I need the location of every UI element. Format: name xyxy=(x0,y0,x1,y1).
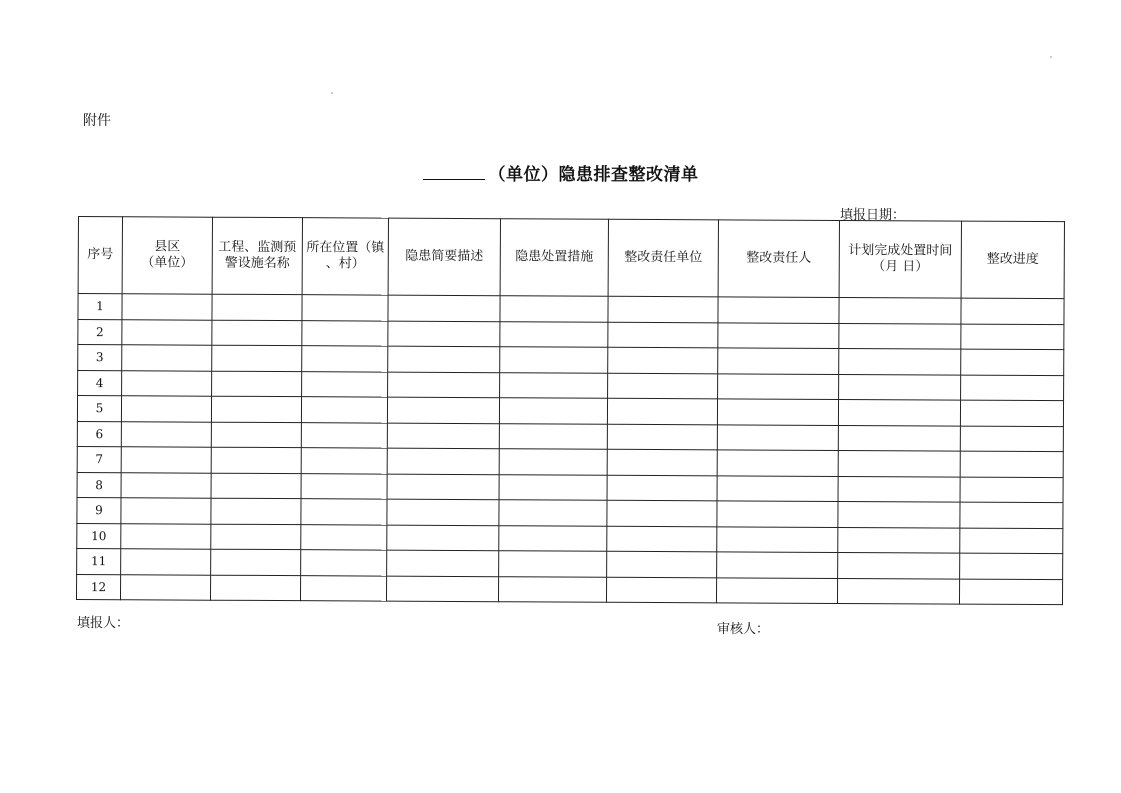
blank-entry-cell[interactable] xyxy=(960,477,1063,503)
blank-entry-cell[interactable] xyxy=(211,396,301,422)
blank-entry-cell[interactable] xyxy=(500,296,608,322)
blank-entry-cell[interactable] xyxy=(300,575,386,601)
blank-entry-cell[interactable] xyxy=(838,450,960,476)
table-row xyxy=(76,574,1062,605)
row-number-cell: 10 xyxy=(77,523,121,549)
blank-entry-cell[interactable] xyxy=(960,528,1063,554)
blank-entry-cell[interactable] xyxy=(717,526,838,552)
scan-speck xyxy=(331,92,333,94)
column-header xyxy=(608,219,718,297)
column-header xyxy=(839,220,961,298)
blank-entry-cell[interactable] xyxy=(211,549,301,575)
blank-entry-cell[interactable] xyxy=(718,297,839,323)
blank-entry-cell[interactable] xyxy=(301,448,387,474)
blank-entry-cell[interactable] xyxy=(388,295,500,321)
blank-entry-cell[interactable] xyxy=(838,527,960,553)
blank-entry-cell[interactable] xyxy=(121,523,211,549)
blank-entry-cell[interactable] xyxy=(212,294,302,320)
blank-entry-cell[interactable] xyxy=(608,347,718,373)
blank-entry-cell[interactable] xyxy=(960,400,1063,426)
blank-entry-cell[interactable] xyxy=(122,319,212,345)
blank-entry-cell[interactable] xyxy=(838,501,960,527)
blank-entry-cell[interactable] xyxy=(499,525,607,551)
blank-entry-cell[interactable] xyxy=(302,295,388,321)
blank-entry-cell[interactable] xyxy=(210,575,300,601)
blank-entry-cell[interactable] xyxy=(387,550,499,576)
hazard-rectification-table xyxy=(76,216,1065,605)
blank-entry-cell[interactable] xyxy=(387,474,499,500)
column-header xyxy=(718,220,839,298)
blank-entry-cell[interactable] xyxy=(959,579,1062,605)
blank-entry-cell[interactable] xyxy=(499,398,607,424)
blank-entry-cell[interactable] xyxy=(388,321,500,347)
blank-entry-cell[interactable] xyxy=(386,576,498,602)
blank-entry-cell[interactable] xyxy=(500,321,608,347)
blank-entry-cell[interactable] xyxy=(607,475,717,501)
blank-entry-cell[interactable] xyxy=(839,374,961,400)
blank-entry-cell[interactable] xyxy=(498,576,606,602)
blank-entry-cell[interactable] xyxy=(718,348,839,374)
unit-name-blank[interactable] xyxy=(423,165,485,180)
blank-entry-cell[interactable] xyxy=(717,399,838,425)
row-number-cell: 1 xyxy=(78,294,122,320)
blank-entry-cell[interactable] xyxy=(121,396,211,422)
blank-entry-cell[interactable] xyxy=(211,473,301,499)
blank-entry-cell[interactable] xyxy=(718,322,839,348)
column-header xyxy=(212,217,302,294)
blank-entry-cell[interactable] xyxy=(212,320,302,346)
filler-label: 填报人： xyxy=(77,616,130,631)
blank-entry-cell[interactable] xyxy=(607,424,717,450)
blank-entry-cell[interactable] xyxy=(608,373,718,399)
blank-entry-cell[interactable] xyxy=(387,525,499,551)
blank-entry-cell[interactable] xyxy=(606,577,716,603)
row-number-cell: 5 xyxy=(77,396,121,422)
column-header-line1: 隐患简要描述 xyxy=(405,248,484,265)
blank-entry-cell[interactable] xyxy=(122,370,212,396)
row-number-cell: 11 xyxy=(77,548,121,574)
blank-entry-cell[interactable] xyxy=(960,553,1063,579)
blank-entry-cell[interactable] xyxy=(499,474,607,500)
blank-entry-cell[interactable] xyxy=(301,397,387,423)
blank-entry-cell[interactable] xyxy=(387,499,499,525)
blank-entry-cell[interactable] xyxy=(500,372,608,398)
column-header-line1: 计划完成处置时间 xyxy=(848,243,953,259)
column-header-line2: （月 日） xyxy=(872,259,929,275)
blank-entry-cell[interactable] xyxy=(960,502,1063,528)
row-number-cell: 4 xyxy=(78,370,122,396)
row-number-cell: 7 xyxy=(77,446,121,472)
blank-entry-cell[interactable] xyxy=(839,323,961,349)
blank-entry-cell[interactable] xyxy=(607,449,717,475)
blank-entry-cell[interactable] xyxy=(838,399,960,425)
column-header-line1: 序号 xyxy=(87,247,114,263)
blank-entry-cell[interactable] xyxy=(837,578,959,604)
blank-entry-cell[interactable] xyxy=(607,551,717,577)
blank-entry-cell[interactable] xyxy=(839,348,961,374)
reviewer-label: 审核人： xyxy=(717,622,770,637)
blank-entry-cell[interactable] xyxy=(211,524,301,550)
column-header xyxy=(500,219,608,297)
blank-entry-cell[interactable] xyxy=(121,498,211,524)
row-number-cell: 3 xyxy=(78,345,122,371)
blank-entry-cell[interactable] xyxy=(717,450,838,476)
attachment-label: 附件 xyxy=(83,113,111,129)
blank-entry-cell[interactable] xyxy=(718,373,839,399)
blank-entry-cell[interactable] xyxy=(607,526,717,552)
blank-entry-cell[interactable] xyxy=(500,347,608,373)
column-header-line1: 整改责任单位 xyxy=(624,249,703,266)
blank-entry-cell[interactable] xyxy=(121,472,211,498)
column-header xyxy=(961,221,1064,299)
blank-entry-cell[interactable] xyxy=(960,426,1063,452)
column-header-line1: 工程、监测预 xyxy=(218,239,297,256)
blank-entry-cell[interactable] xyxy=(388,346,500,372)
blank-entry-cell[interactable] xyxy=(122,345,212,371)
blank-entry-cell[interactable] xyxy=(212,345,302,371)
blank-entry-cell[interactable] xyxy=(717,424,838,450)
column-header-line1: 所在位置（镇 xyxy=(306,240,385,256)
blank-entry-cell[interactable] xyxy=(960,451,1063,477)
blank-entry-cell[interactable] xyxy=(607,500,717,526)
blank-entry-cell[interactable] xyxy=(302,371,388,397)
column-header-line1: 隐患处置措施 xyxy=(515,249,594,265)
column-header-line1: 整改进度 xyxy=(986,251,1039,268)
blank-entry-cell[interactable] xyxy=(121,421,211,447)
row-number-cell: 6 xyxy=(77,421,121,447)
blank-entry-cell[interactable] xyxy=(499,423,607,449)
row-number-cell: 2 xyxy=(78,319,122,345)
blank-entry-cell[interactable] xyxy=(302,346,388,372)
blank-entry-cell[interactable] xyxy=(388,372,500,398)
blank-entry-cell[interactable] xyxy=(961,324,1064,350)
row-number-cell: 12 xyxy=(76,574,120,600)
column-header xyxy=(122,217,212,294)
blank-entry-cell[interactable] xyxy=(608,322,718,348)
blank-entry-cell[interactable] xyxy=(838,476,960,502)
fill-date-label: 填报日期： xyxy=(840,208,906,223)
blank-entry-cell[interactable] xyxy=(212,371,302,397)
table-body xyxy=(76,294,1064,605)
blank-entry-cell[interactable] xyxy=(121,549,211,575)
blank-entry-cell[interactable] xyxy=(717,552,838,578)
blank-entry-cell[interactable] xyxy=(211,422,301,448)
blank-entry-cell[interactable] xyxy=(607,398,717,424)
blank-entry-cell[interactable] xyxy=(301,524,387,550)
blank-entry-cell[interactable] xyxy=(499,449,607,475)
blank-entry-cell[interactable] xyxy=(387,423,499,449)
blank-entry-cell[interactable] xyxy=(961,375,1064,401)
blank-entry-cell[interactable] xyxy=(301,473,387,499)
table-header-row xyxy=(78,217,1064,299)
form-title xyxy=(0,160,1121,185)
blank-entry-cell[interactable] xyxy=(211,447,301,473)
blank-entry-cell[interactable] xyxy=(122,294,212,320)
blank-entry-cell[interactable] xyxy=(839,297,961,323)
hazard-table-wrapper xyxy=(76,216,1064,605)
blank-entry-cell[interactable] xyxy=(838,425,960,451)
blank-entry-cell[interactable] xyxy=(301,499,387,525)
blank-entry-cell[interactable] xyxy=(608,296,718,322)
form-title-text: （单位）隐患排查整改清单 xyxy=(488,165,699,185)
blank-entry-cell[interactable] xyxy=(961,349,1064,375)
blank-entry-cell[interactable] xyxy=(717,501,838,527)
blank-entry-cell[interactable] xyxy=(302,320,388,346)
column-header xyxy=(388,218,500,296)
column-header-line2: （单位） xyxy=(141,255,194,271)
column-header xyxy=(302,218,388,295)
blank-entry-cell[interactable] xyxy=(387,397,499,423)
blank-entry-cell[interactable] xyxy=(301,550,387,576)
row-number-cell: 8 xyxy=(77,472,121,498)
row-number-cell: 9 xyxy=(77,497,121,523)
column-header xyxy=(78,217,122,294)
blank-entry-cell[interactable] xyxy=(121,447,211,473)
blank-entry-cell[interactable] xyxy=(120,574,210,600)
blank-entry-cell[interactable] xyxy=(301,422,387,448)
blank-entry-cell[interactable] xyxy=(716,577,837,603)
column-header-line2: 警设施名称 xyxy=(224,255,290,272)
blank-entry-cell[interactable] xyxy=(499,500,607,526)
blank-entry-cell[interactable] xyxy=(211,498,301,524)
column-header-line1: 整改责任人 xyxy=(746,250,812,266)
column-header-line2: 、村） xyxy=(325,256,365,272)
blank-entry-cell[interactable] xyxy=(961,298,1064,324)
blank-entry-cell[interactable] xyxy=(838,552,960,578)
blank-entry-cell[interactable] xyxy=(387,448,499,474)
column-header-line1: 县区 xyxy=(154,239,181,255)
scan-speck xyxy=(1050,56,1052,58)
blank-entry-cell[interactable] xyxy=(717,475,838,501)
blank-entry-cell[interactable] xyxy=(499,551,607,577)
